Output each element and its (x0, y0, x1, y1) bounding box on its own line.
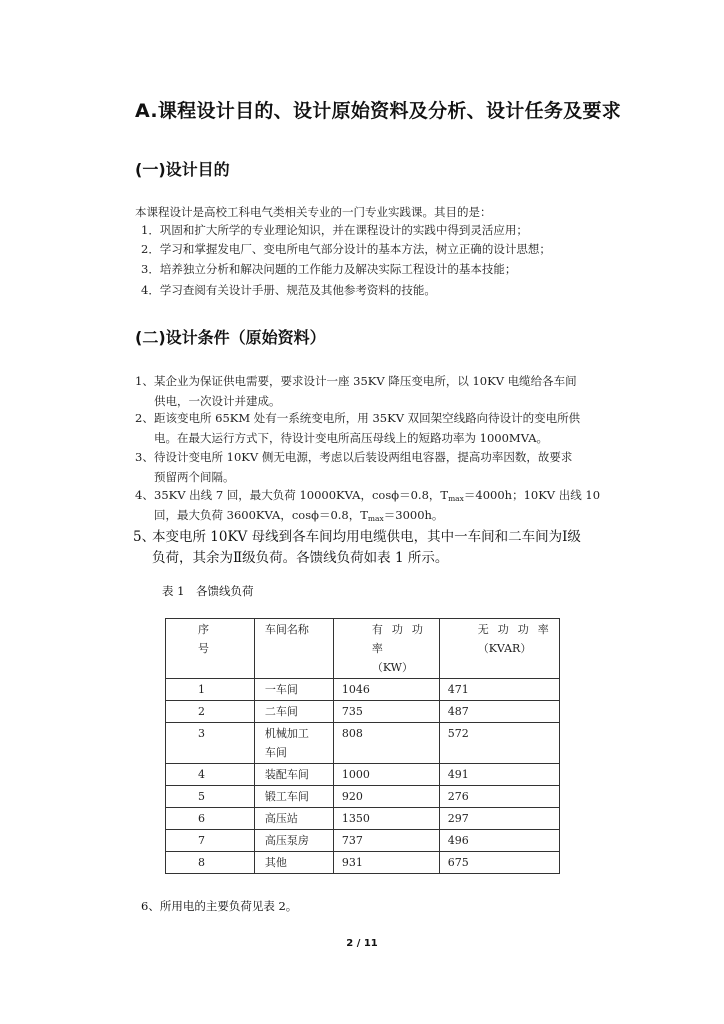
condition-number: 5、 (133, 529, 156, 545)
cell-reactive-power: 297 (439, 808, 559, 830)
condition-4 (135, 487, 615, 527)
cell-name: 其他 (254, 852, 333, 874)
condition-2 (135, 410, 615, 450)
cell-active-power: 920 (333, 786, 439, 808)
page-heading: A.课程设计目的、设计原始资料及分析、设计任务及要求 (135, 100, 622, 122)
objective-item-3: 3．培养独立分析和解决问题的工作能力及解决实际工程设计的基本技能； (141, 262, 517, 276)
section1-intro: 本课程设计是高校工科电气类相关专业的一门专业实践课。其目的是： (135, 205, 492, 219)
cell-name: 装配车间 (254, 764, 333, 786)
cell-reactive-power: 675 (439, 852, 559, 874)
condition-line: 电。在最大运行方式下，待设计变电所高压母线上的短路功率为 1000MVA。 (154, 431, 549, 445)
objective-item-1: 1．巩固和扩大所学的专业理论知识，并在课程设计的实践中得到灵活应用； (141, 223, 528, 237)
cell-name: 锻工车间 (254, 786, 333, 808)
cell-no: 6 (166, 808, 255, 830)
table-row (166, 808, 560, 830)
cell-reactive-power: 471 (439, 679, 559, 701)
header-no: 序 号 (166, 619, 255, 679)
condition-number: 2、 (135, 411, 154, 425)
objective-item-4: 4．学习查阅有关设计手册、规范及其他参考资料的技能。 (141, 283, 436, 297)
condition-3 (135, 449, 615, 489)
condition-number: 1、 (135, 374, 154, 388)
cell-no: 1 (166, 679, 255, 701)
header-active-power: 有功功率 （KW） (333, 619, 439, 679)
cell-active-power: 931 (333, 852, 439, 874)
condition-line: 待设计变电所 10KV 侧无电源，考虑以后装设两组电容器，提高功率因数，故要求 (154, 450, 573, 464)
condition-1 (135, 373, 615, 413)
header-name: 车间名称 (254, 619, 333, 679)
cell-no: 2 (166, 701, 255, 723)
cell-no: 3 (166, 723, 255, 764)
condition-number: 3、 (135, 450, 154, 464)
condition-line: 本变电所 10KV 母线到各车间均用电缆供电，其中一车间和二车间为Ⅰ级 (152, 529, 581, 545)
table-row (166, 786, 560, 808)
cell-no: 8 (166, 852, 255, 874)
condition-6: 6、所用电的主要负荷见表 2。 (141, 899, 298, 913)
section1-title: (一)设计目的 (135, 160, 230, 179)
table-row (166, 679, 560, 701)
table-caption: 表 1 各馈线负荷 (162, 584, 254, 598)
feeder-load-table (165, 618, 560, 874)
cell-reactive-power: 496 (439, 830, 559, 852)
cell-active-power: 735 (333, 701, 439, 723)
table-row (166, 723, 560, 764)
table-header-row (166, 619, 560, 679)
objective-item-2: 2．学习和掌握发电厂、变电所电气部分设计的基本方法，树立正确的设计思想； (141, 242, 551, 256)
cell-name: 一车间 (254, 679, 333, 701)
cell-name: 机械加工 车间 (254, 723, 333, 764)
cell-reactive-power: 572 (439, 723, 559, 764)
cell-active-power: 737 (333, 830, 439, 852)
page-number: 2 / 11 (346, 938, 378, 949)
condition-line: 负荷，其余为Ⅱ级负荷。各馈线负荷如表 1 所示。 (152, 550, 449, 566)
condition-line: 供电，一次设计并建成。 (154, 394, 281, 408)
cell-name: 高压泵房 (254, 830, 333, 852)
cell-reactive-power: 276 (439, 786, 559, 808)
condition-5 (133, 525, 623, 569)
condition-number: 4、 (135, 488, 154, 502)
cell-no: 5 (166, 786, 255, 808)
condition-line: 35KV 出线 7 回，最大负荷 10000KVA，cosϕ＝0.8，$T_{max}=4000h$；10KV 出线 10 (154, 488, 601, 503)
table-row (166, 852, 560, 874)
cell-active-power: 808 (333, 723, 439, 764)
cell-name: 二车间 (254, 701, 333, 723)
cell-active-power: 1350 (333, 808, 439, 830)
cell-no: 7 (166, 830, 255, 852)
cell-active-power: 1000 (333, 764, 439, 786)
condition-line: 某企业为保证供电需要，要求设计一座 35KV 降压变电所，以 10KV 电缆给各车间 (154, 374, 577, 388)
cell-reactive-power: 491 (439, 764, 559, 786)
cell-reactive-power: 487 (439, 701, 559, 723)
cell-name: 高压站 (254, 808, 333, 830)
condition-line: 回，最大负荷 3600KVA，cosϕ＝0.8，$T_{max}=3000h$。 (154, 508, 444, 523)
cell-active-power: 1046 (333, 679, 439, 701)
header-reactive-power: 无功功率 （KVAR） (439, 619, 559, 679)
condition-line: 预留两个间隔。 (154, 470, 235, 484)
section2-title: (二)设计条件（原始资料） (135, 328, 326, 347)
table-row (166, 764, 560, 786)
condition-line: 距该变电所 65KM 处有一系统变电所，用 35KV 双回架空线路向待设计的变电所供 (154, 411, 581, 425)
table-row (166, 701, 560, 723)
cell-no: 4 (166, 764, 255, 786)
table-row (166, 830, 560, 852)
